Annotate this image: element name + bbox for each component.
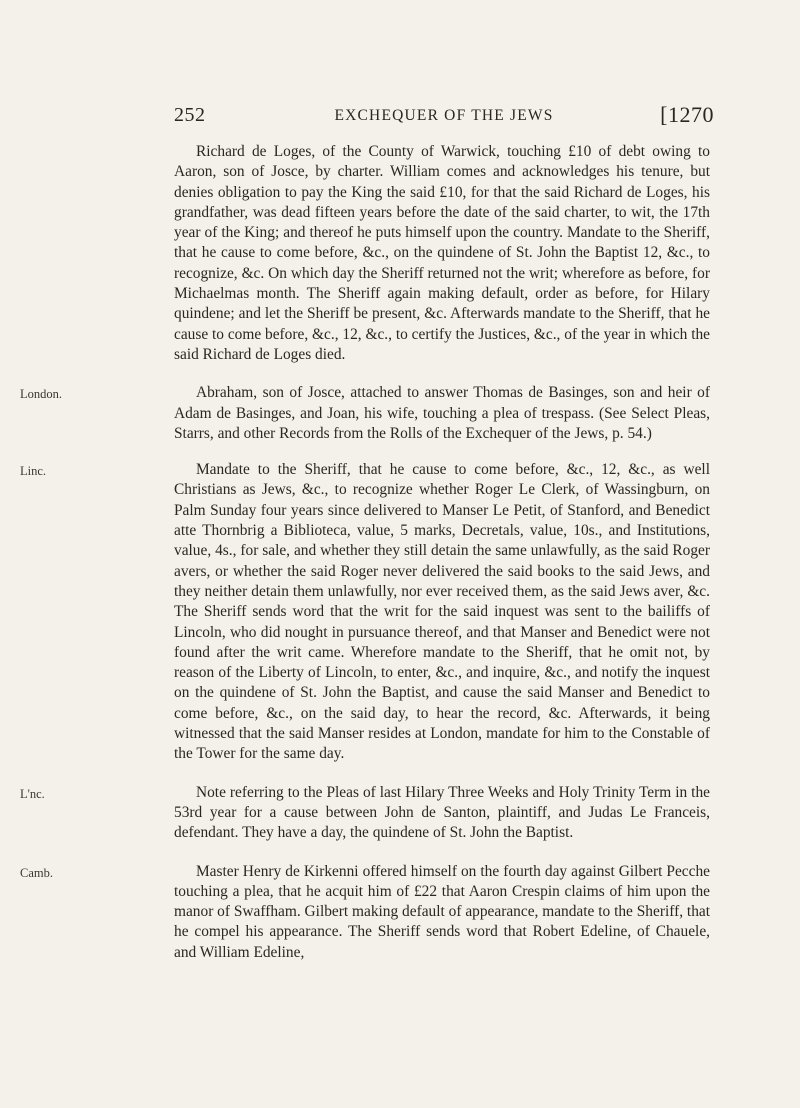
entry-paragraph: Richard de Loges, of the County of Warwick, touching £10 of debt owing to Aaron, son of Josce, by charter. William comes and acknowledges his tenure, but denies obligation to pay the King the said £10, for that the said Richard de Loges, his grandfather, was dead fifteen years before the date of the said charter, to wit, the 17th year of the King; and thereof he puts himself upon the country. Mandate to the Sheriff, that he cause to come before, &c., on the quindene of St. John the Baptist 12, &c., to recognize, &c. On which day the Sheriff returned not the writ; wherefore as before, for Michaelmas month. The Sheriff again making default, order as before, for Hilary quindene; and let the Sheriff be present, &c. Afterwards mandate to the Sheriff, that he cause to come before, &c., 12, &c., to certify the Justices, &c., of the year in which the said Richard de Loges died. — [174, 143, 710, 363]
running-title: EXCHEQUER OF THE JEWS — [334, 107, 554, 124]
entry-note-santon — [20, 783, 710, 844]
entry-paragraph: Abraham, son of Josce, attached to answer Thomas de Basinges, son and heir of Adam de Basinges, and Joan, his wife, touching a plea of trespass. (See Select Pleas, Starrs, and other Records from the Rolls of the Exchequer of the Jews, p. 54.) — [174, 384, 710, 442]
margin-label-london: London. — [20, 387, 63, 402]
page-header — [174, 104, 714, 134]
entry-paragraph: Mandate to the Sheriff, that he cause to come before, &c., 12, &c., as well Christians as Jews, &c., to recognize whether Roger Le Clerk, of Wassingburn, on Palm Sunday four years since delivered to Manser Le Petit, of Stanford, and Benedict atte Thornbrig a Biblioteca, value, 5 marks, Decretals, value, 10s., and Institutions, value, 4s., for sale, and whether they still detain the same unlawfully, as the said Roger avers, or whether the said Roger never delivered the said books to the said Jews, and they neither detain them unlawfully, nor ever received them, as the said Jews aver, &c. The Sheriff sends word that the writ for the said inquest was sent to the bailiffs of Lincoln, who did nought in pursuance thereof, and that Manser and Benedict were not found after the writ came. Wherefore mandate to the Sheriff, that he omit not, by reason of the Liberty of Lincoln, to enter, &c., and inquire, &c., and notify the inquest on the quindene of St. John the Baptist, and cause the said Manser and Benedict to come before, &c., on the said day, to hear the record, &c. Afterwards, it being witnessed that the said Manser resides at London, mandate for him to the Constable of the Tower for the same day. — [174, 461, 710, 763]
entry-mandate-lincoln — [20, 460, 710, 764]
margin-label-linc: Linc. — [20, 464, 47, 479]
page-number: 252 — [174, 104, 206, 126]
margin-label-linc-2: L'nc. — [20, 786, 45, 801]
entry-henry-de-kirkenni — [20, 862, 710, 963]
margin-label-camb: Camb. — [20, 865, 53, 880]
body-text — [20, 142, 710, 981]
header-year: [1270 — [660, 102, 714, 127]
entry-paragraph: Master Henry de Kirkenni offered himself on the fourth day against Gilbert Pecche touching a plea, that he acquit him of £22 that Aaron Crespin claims of him upon the manor of Swaffham. Gilbert making default of appearance, mandate to the Sheriff, that he compel his appearance. The Sheriff sends word that Robert Edeline, of Chauele, and William Edeline, — [174, 862, 710, 961]
entry-richard-de-loges — [174, 142, 710, 365]
entry-abraham — [20, 383, 710, 444]
entry-paragraph: Note referring to the Pleas of last Hilary Three Weeks and Holy Trinity Term in the 53rd year for a cause between John de Santon, plaintiff, and Judas Le Franceis, defendant. They have a day, the quindene of St. John the Baptist. — [174, 783, 710, 842]
